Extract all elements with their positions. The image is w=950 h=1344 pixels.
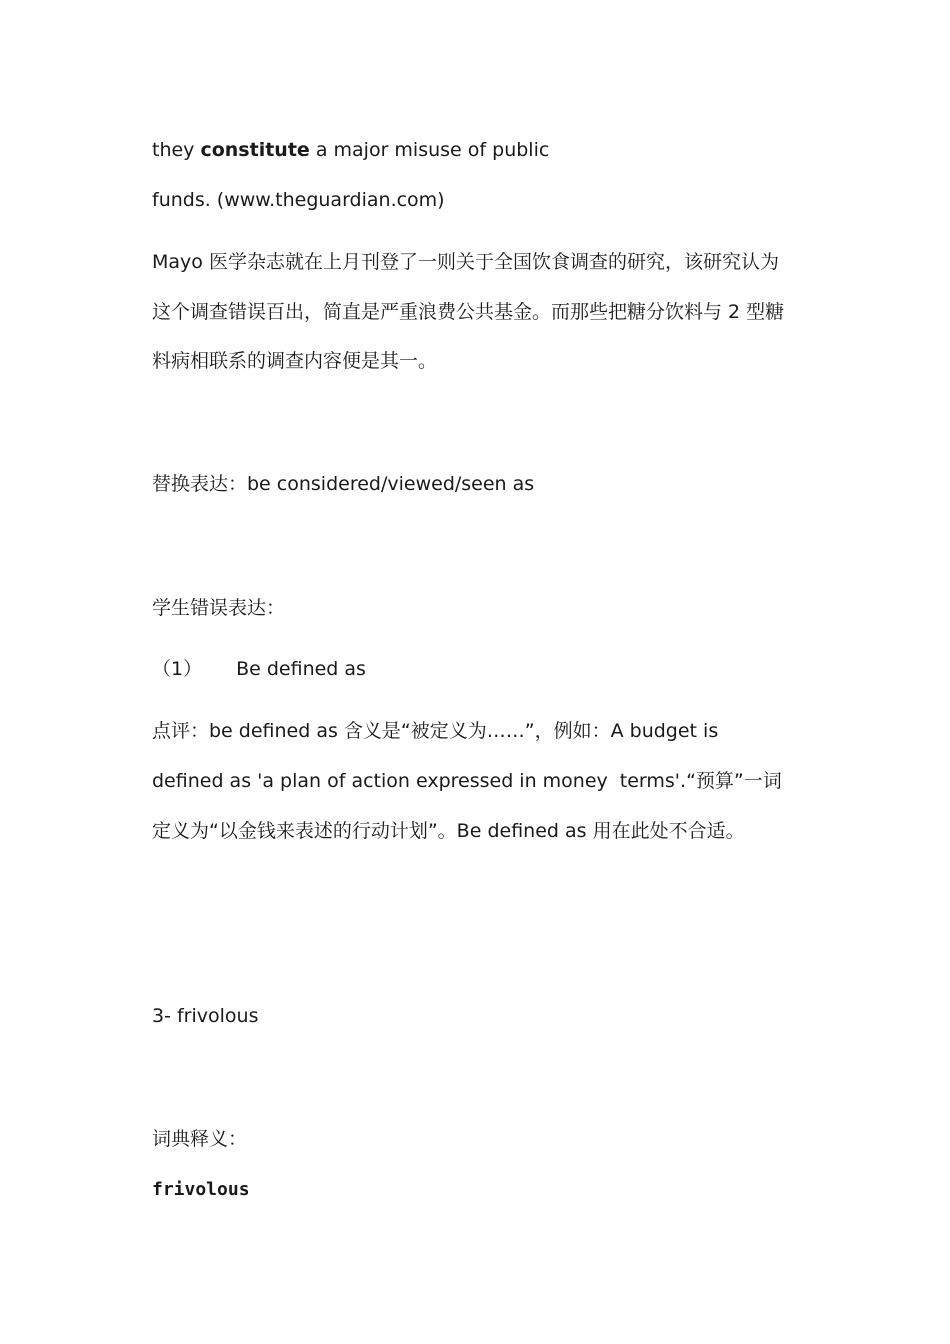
- text-segment: a major misuse of public: [309, 139, 550, 161]
- keyword-constitute: constitute: [200, 139, 310, 161]
- text-segment: terms'.“预算”一词: [619, 770, 782, 792]
- translation-paragraph-line-1: Mayo 医学杂志就在上月刊登了一则关于全国饮食调查的研究，该研究认为: [152, 251, 779, 273]
- text-segment: they: [152, 139, 201, 161]
- error-item-text: Be defined as: [236, 658, 366, 680]
- dictionary-heading: 词典释义：: [152, 1128, 248, 1150]
- comment-line-2: [152, 769, 782, 793]
- section-title: 3- frivolous: [152, 1005, 259, 1027]
- text-segment: defined as 'a plan of action expressed in money: [152, 770, 608, 792]
- translation-paragraph-line-3: 料病相联系的调查内容便是其一。: [152, 350, 438, 372]
- example-sentence-line-2: funds. (www.theguardian.com): [152, 189, 445, 211]
- example-sentence-line-1: [152, 138, 549, 162]
- error-item-number: （1）: [152, 658, 203, 680]
- alternative-expressions: 替换表达：be considered/viewed/seen as: [152, 473, 535, 495]
- headword: frivolous: [152, 1179, 250, 1200]
- comment-line-3: 定义为“以金钱来表述的行动计划”。Be defined as 用在此处不合适。: [152, 820, 745, 842]
- comment-line-1: 点评：be defined as 含义是“被定义为……”，例如：A budget is: [152, 720, 719, 742]
- student-errors-heading: 学生错误表达：: [152, 597, 286, 619]
- translation-paragraph-line-2: 这个调查错误百出，简直是严重浪费公共基金。而那些把糖分饮料与 2 型糖: [152, 301, 785, 323]
- error-item-1: [152, 657, 366, 681]
